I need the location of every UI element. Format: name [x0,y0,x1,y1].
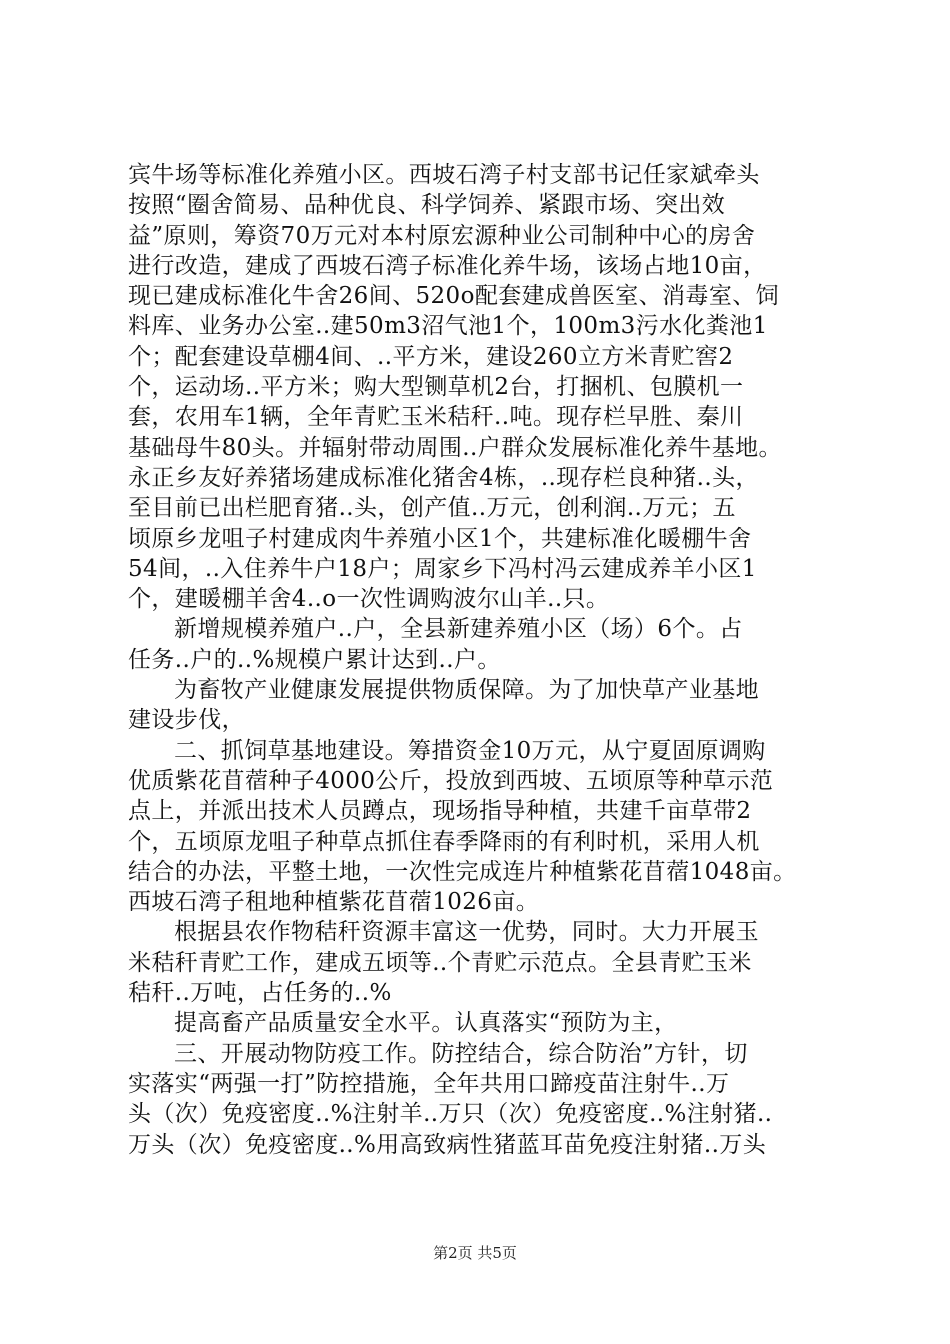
section-heading-line: 二、抓饲草基地建设。筹措资金10万元，从宁夏固原调购 [174,737,766,764]
section-heading-line: 三、开展动物防疫工作。防控结合，综合防治”方针，切 [174,1040,748,1067]
text-line: 益”原则，筹资70万元对本村原宏源种业公司制种中心的房舍 [128,222,756,249]
text-line: 料库、业务办公室..建50m3沼气池1个，100m3污水化粪池1 [128,313,768,340]
text-line: 实落实“两强一打”防控措施，全年共用口蹄疫苗注射牛..万 [128,1070,730,1097]
text-line: 54间，..入住养牛户18户；周家乡下冯村冯云建成养羊小区1 [128,555,757,582]
text-line: 套，农用车1辆，全年青贮玉米秸秆..吨。现存栏早胜、秦川 [128,404,744,431]
text-line: 按照“圈舍简易、品种优良、科学饲养、紧跟市场、突出效 [128,192,726,219]
text-line: 顷原乡龙咀子村建成肉牛养殖小区1个，共建标准化暖棚牛舍 [128,525,752,552]
text-line: 个；配套建设草棚4间、..平方米，建设260立方米青贮窖2 [128,343,734,370]
page-footer: 第2页 共5页 [433,1244,517,1262]
text-line: 米秸秆青贮工作，建成五顷等..个青贮示范点。全县青贮玉米 [128,949,752,976]
text-line: 秸秆..万吨，占任务的..% [128,980,392,1007]
text-line: 优质紫花苜蓿种子4000公斤，投放到西坡、五顷原等种草示范 [128,767,774,794]
text-line: 任务..户的..%规模户累计达到..户。 [128,646,501,673]
text-line: 个，五顷原龙咀子种草点抓住春季降雨的有利时机，采用人机 [128,828,760,855]
text-line: 个，运动场..平方米；购大型铡草机2台，打捆机、包膜机一 [128,374,744,401]
text-line: 进行改造，建成了西坡石湾子标准化养牛场，该场占地10亩， [128,252,767,279]
text-line: 点上，并派出技术人员蹲点，现场指导种植，共建千亩草带2 [128,798,752,825]
text-line: 西坡石湾子租地种植紫花苜蓿1026亩。 [128,889,540,916]
text-line: 现已建成标准化牛舍26间、520o配套建成兽医室、消毒室、饲 [128,283,780,310]
paragraph-start-line: 为畜牧产业健康发展提供物质保障。为了加快草产业基地 [174,677,759,704]
text-line: 万头（次）免疫密度..%用高致病性猪蓝耳苗免疫注射猪..万头 [128,1131,767,1158]
text-line: 头（次）免疫密度..%注射羊..万只（次）免疫密度..%注射猪.. [128,1101,773,1128]
text-line: 永正乡友好养猪场建成标准化猪舍4栋，..现存栏良种猪..头， [128,464,759,491]
paragraph-start-line: 提高畜产品质量安全水平。认真落实“预防为主， [174,1010,678,1037]
text-line: 结合的办法，平整土地，一次性完成连片种植紫花苜蓿1048亩。 [128,858,797,885]
text-line: 个，建暖棚羊舍4..o一次性调购波尔山羊..只。 [128,586,610,613]
text-line: 基础母牛80头。并辐射带动周围..户群众发展标准化养牛基地。 [128,434,782,461]
document-body [128,160,836,1160]
paragraph-start-line: 新增规模养殖户..户，全县新建养殖小区（场）6个。占 [174,616,743,643]
text-line: 宾牛场等标准化养殖小区。西坡石湾子村支部书记任家斌牵头 [128,162,760,188]
text-line: 建设步伐， [128,707,245,734]
paragraph-start-line: 根据县农作物秸秆资源丰富这一优势，同时。大力开展玉 [174,919,759,946]
text-line: 至目前已出栏肥育猪..头，创产值..万元，创利润..万元；五 [128,495,736,522]
